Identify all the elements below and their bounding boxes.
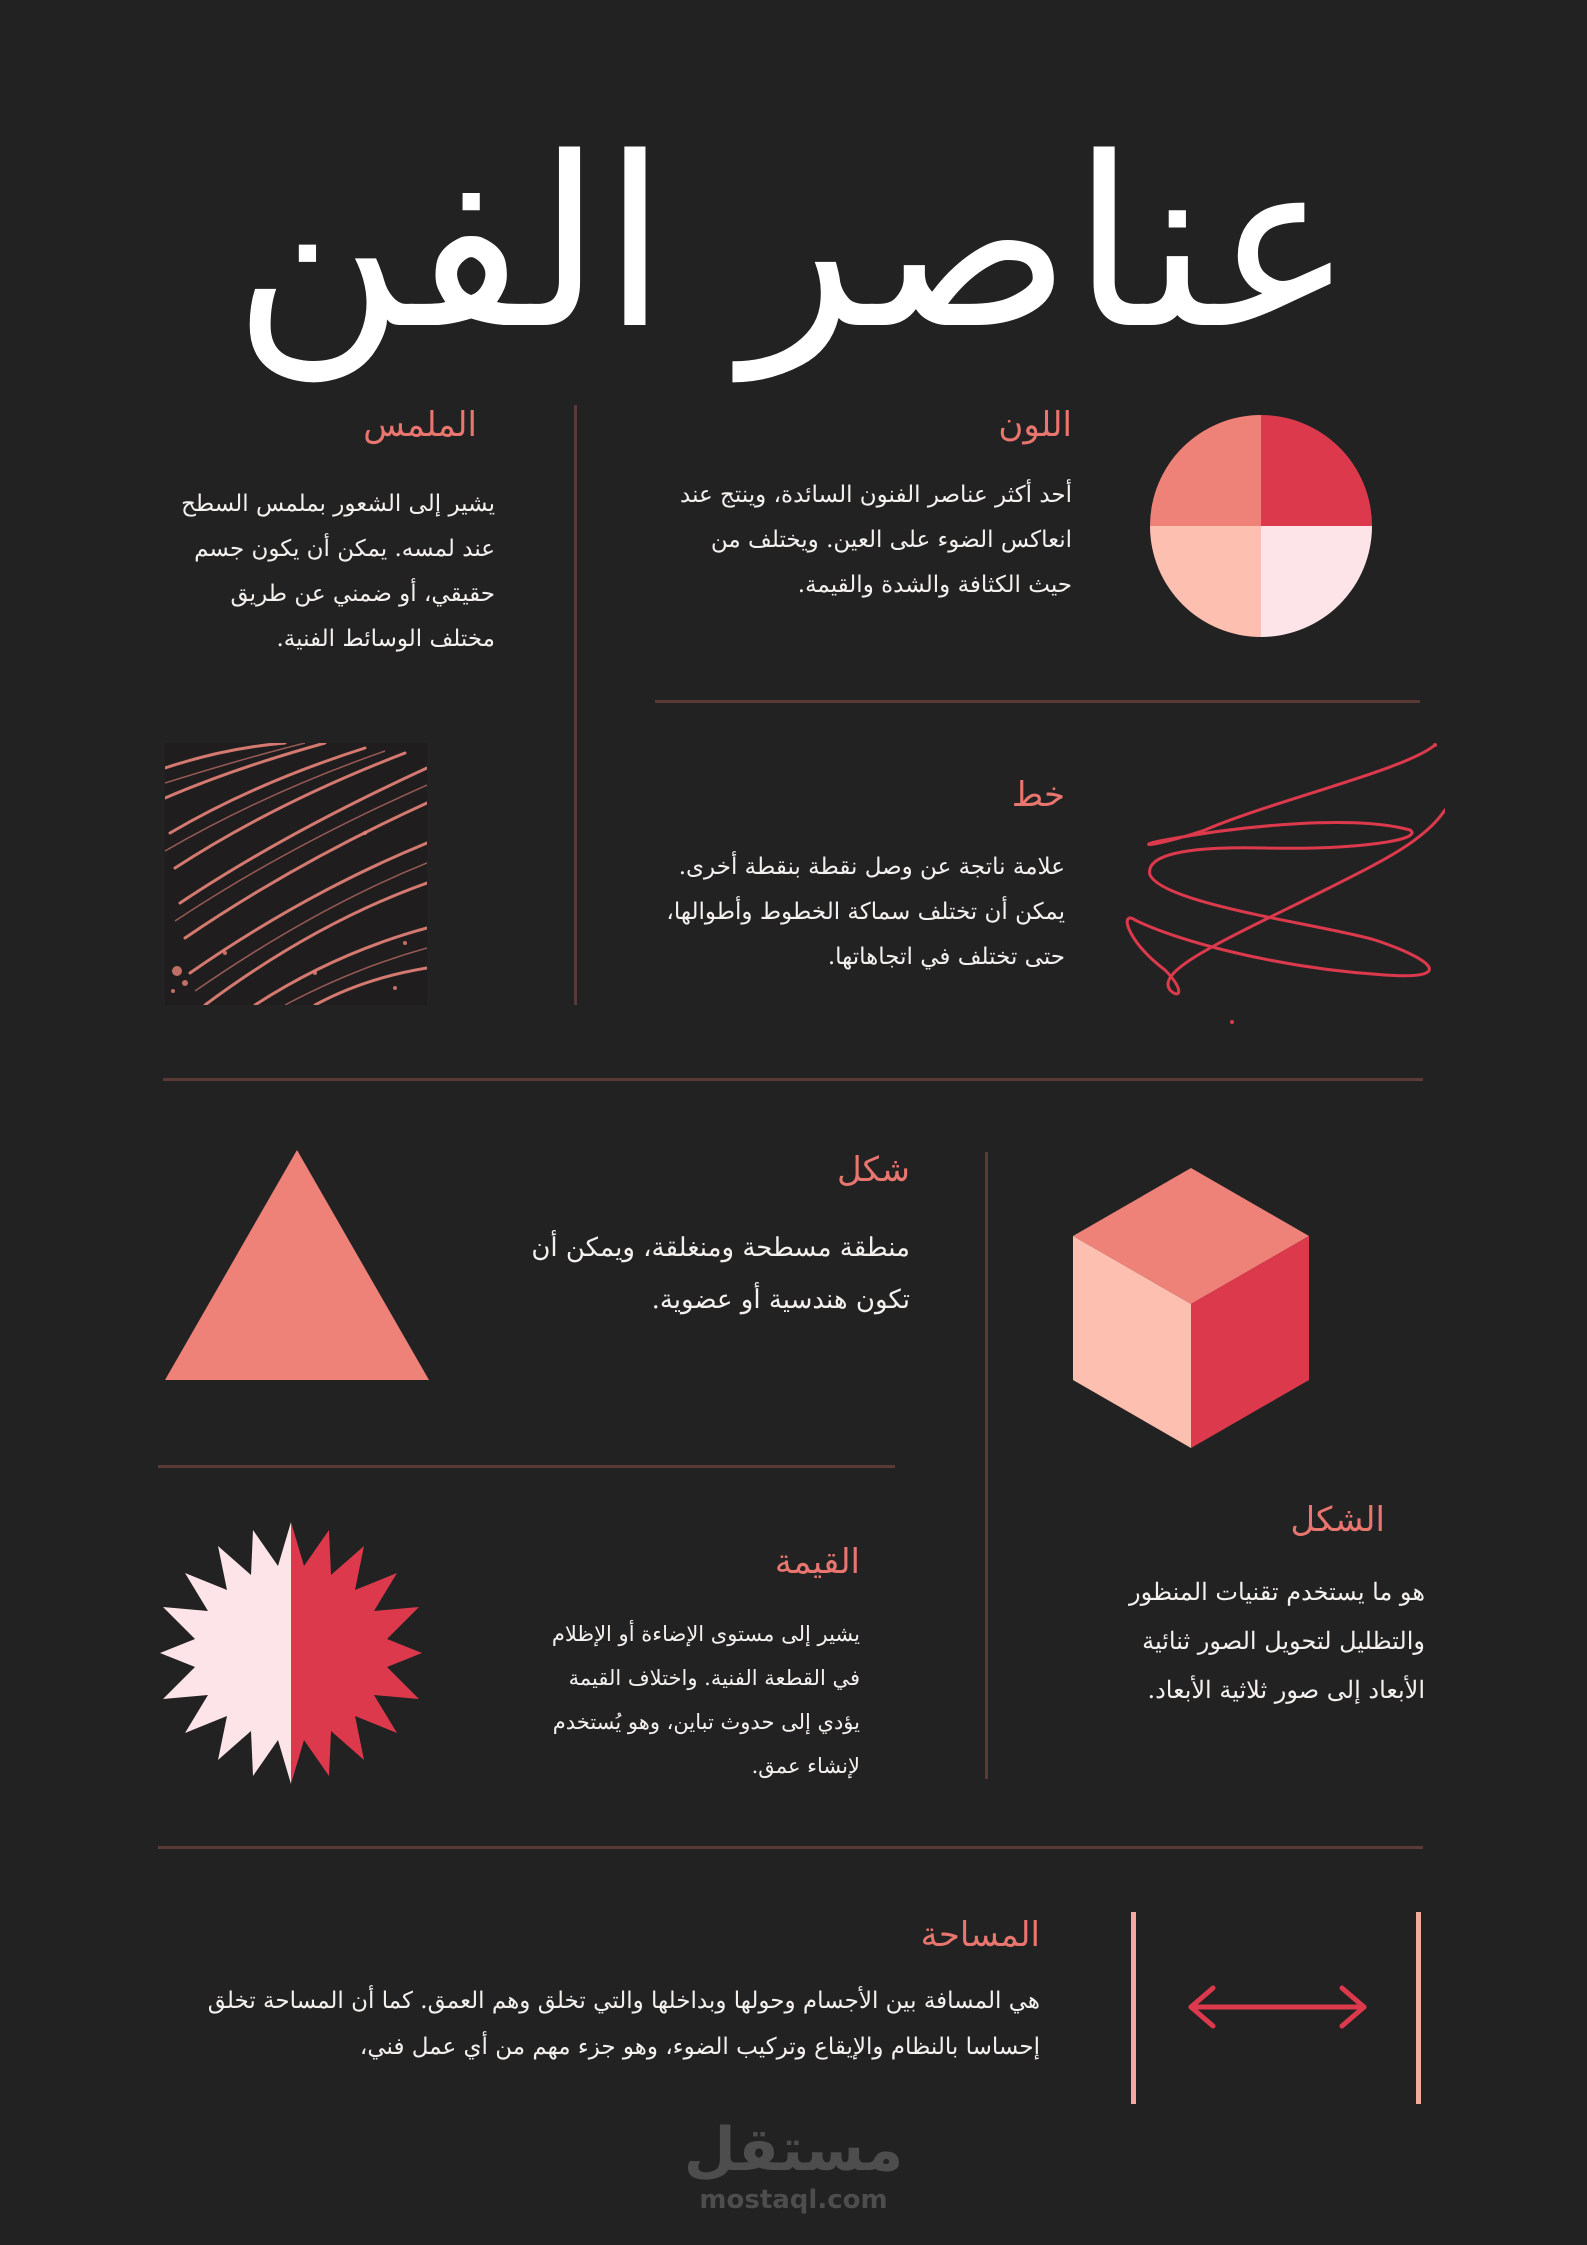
divider-row-2 [158, 1846, 1423, 1849]
color-text: أحد أكثر عناصر الفنون السائدة، وينتج عند انعاكس الضوء على العين. ويختلف من حيث الكثافة والشدة والقيمة. [680, 482, 1072, 598]
texture-image [165, 743, 427, 1005]
divider-color-line [655, 700, 1420, 703]
scribble-line-icon [1125, 740, 1445, 1030]
value-heading: القيمة [774, 1542, 860, 1582]
texture-heading: الملمس [363, 405, 477, 445]
form-heading: الشكل [1290, 1500, 1385, 1540]
shape-text: منطقة مسطحة ومنغلقة، ويمكن أن تكون هندسية أو عضوية. [531, 1233, 910, 1315]
divider-vertical-middle [985, 1152, 988, 1779]
page-title: عناصر الفن [232, 108, 1355, 381]
space-bar-right [1416, 1912, 1421, 2104]
form-text: هو ما يستخدم تقنيات المنظور والتظليل لتحويل الصور ثنائية الأبعاد إلى صور ثلاثية الأبعاد. [1128, 1578, 1425, 1704]
divider-shape-value [158, 1465, 895, 1468]
color-heading: اللون [998, 405, 1072, 445]
double-arrow-icon [1185, 1982, 1370, 2032]
texture-text: يشير إلى الشعور بملمس السطح عند لمسه. يمكن أن يكون جسم حقيقي، أو ضمني عن طريق مختلف الوسائط الفنية. [181, 491, 495, 652]
color-wheel-icon [1150, 415, 1372, 637]
divider-row-1 [163, 1078, 1423, 1081]
space-text: هي المسافة بين الأجسام وحولها وبداخلها والتي تخلق وهم العمق. كما أن المساحة تخلق إحساسا بالنظام والإيقاع وتركيب الضوء، وهو جزء مهم من أي عمل فني، [207, 1988, 1040, 2060]
line-heading: خط [1011, 775, 1065, 815]
brand-logo: مستقل [683, 2115, 904, 2185]
space-bar-left [1131, 1912, 1136, 2104]
value-text: يشير إلى مستوى الإضاءة أو الإظلام في القطعة الفنية. واختلاف القيمة يؤدي إلى حدوث تباين، وهو يُستخدم لإنشاء عمق. [551, 1622, 860, 1778]
triangle-icon [165, 1150, 429, 1380]
divider-vertical-top [574, 405, 577, 1005]
sun-value-icon [160, 1522, 422, 1784]
cube-icon [1073, 1168, 1309, 1448]
line-text: علامة ناتجة عن وصل نقطة بنقطة أخرى. يمكن أن تختلف سماكة الخطوط وأطوالها، حتى تختلف في اتجاهاتها. [666, 854, 1065, 970]
shape-heading: شكل [836, 1150, 910, 1190]
brand-url: mostaql.com [699, 2185, 888, 2215]
space-heading: المساحة [920, 1915, 1040, 1955]
